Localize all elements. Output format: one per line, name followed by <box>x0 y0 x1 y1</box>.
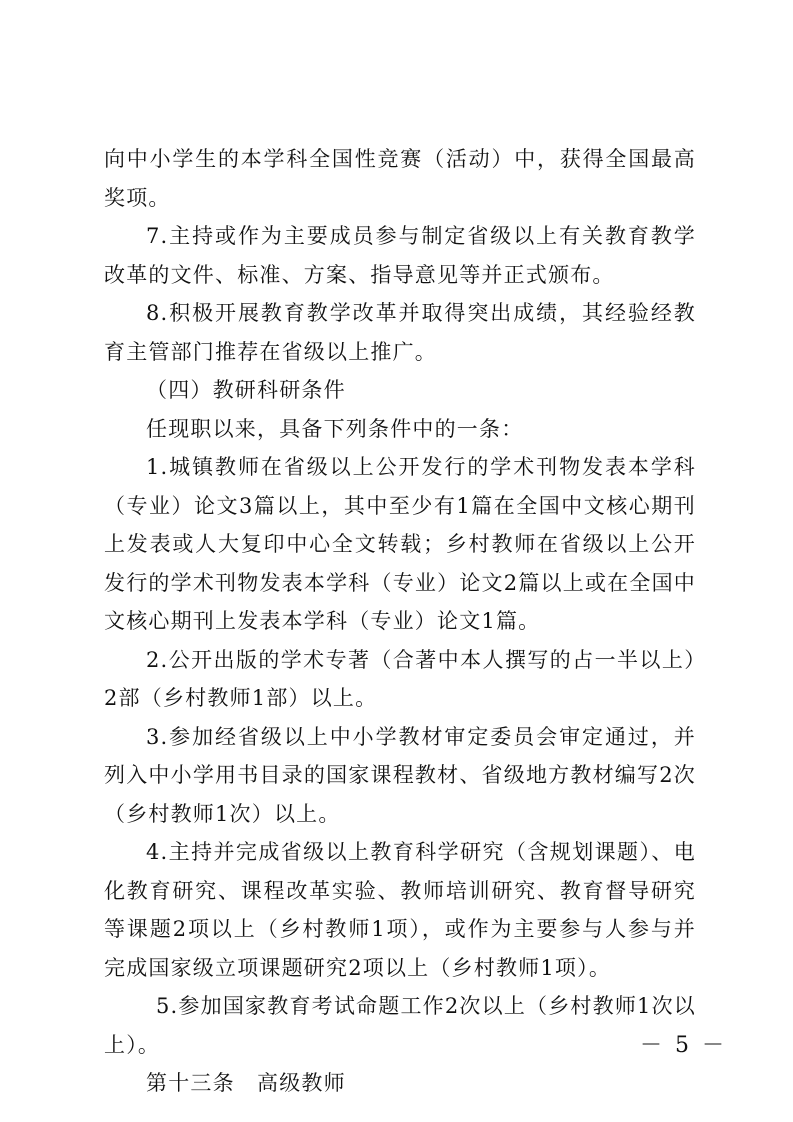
paragraph-competition-award: 向中小学生的本学科全国性竞赛（活动）中，获得全国最高奖项。 <box>104 147 696 210</box>
paragraph-item-2-monographs: 2.公开出版的学术专著（合著中本人撰写的占一半以上）2部（乡村教师1部）以上。 <box>104 647 696 710</box>
page-number: － 5 － <box>640 1033 727 1058</box>
paragraph-item-3-textbooks: 3.参加经省级以上中小学教材审定委员会审定通过，并列入中小学用书目录的国家课程教材、省级地方教材编写2次（乡村教师1次）以上。 <box>104 724 696 826</box>
paragraph-item-8-reform-promotion: 8.积极开展教育教学改革并取得突出成绩，其经验经教育主管部门推荐在省级以上推广。 <box>104 301 696 364</box>
paragraph-item-5-exam-questions: 5.参加国家教育考试命题工作2次以上（乡村教师1次以上）。 <box>104 994 696 1057</box>
section-heading-research-conditions: （四）教研科研条件 <box>146 378 346 402</box>
paragraph-conditions-intro: 任现职以来，具备下列条件中的一条： <box>146 416 524 441</box>
article-heading-senior-teacher: 第十三条 高级教师 <box>146 1071 346 1095</box>
paragraph-item-7-reform-documents: 7.主持或作为主要成员参与制定省级以上有关教育教学改革的文件、标准、方案、指导意见等并正式颁布。 <box>104 224 696 287</box>
paragraph-item-4-research-projects: 4.主持并完成省级以上教育科学研究（含规划课题）、电化教育研究、课程改革实验、教师培训研究、教育督导研究等课题2项以上（乡村教师1项），或作为主要参与人参与并完成国家级立项课题研究2项以上（乡村教师1项）。 <box>104 840 696 980</box>
document-body <box>104 140 696 1103</box>
paragraph-item-1-papers: 1.城镇教师在省级以上公开发行的学术刊物发表本学科（专业）论文3篇以上，其中至少有1篇在全国中文核心期刊上发表或人大复印中心全文转载；乡村教师在省级以上公开发行的学术刊物发表本学科（专业）论文2篇以上或在全国中文核心期刊上发表本学科（专业）论文1篇。 <box>104 455 696 633</box>
